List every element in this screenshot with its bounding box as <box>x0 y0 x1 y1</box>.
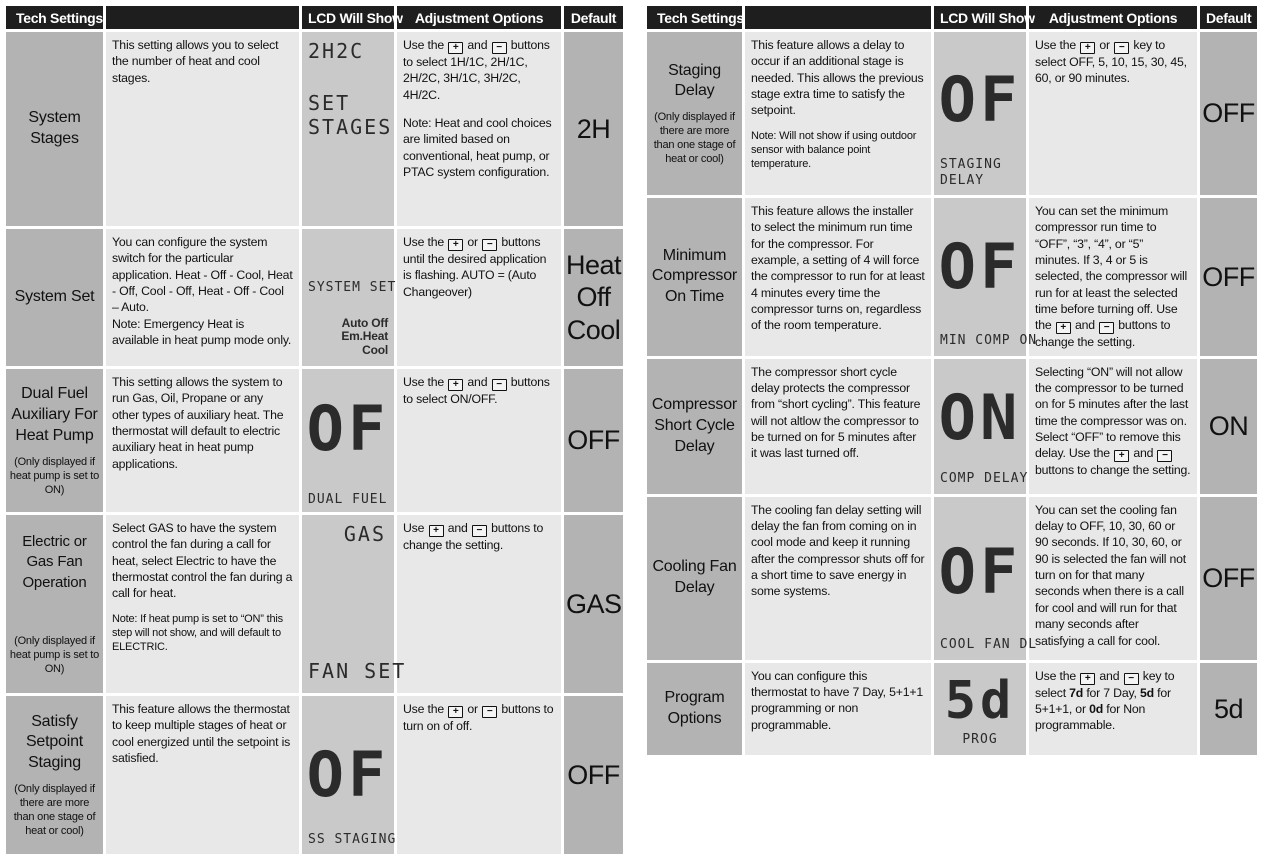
lcd-display <box>302 229 397 366</box>
lcd-big-digits: OF <box>938 229 1022 303</box>
setting-name: System Set <box>6 229 103 366</box>
default-value: OFF <box>1200 497 1257 660</box>
table-header <box>6 6 623 29</box>
lcd-big-digits: OF <box>938 62 1022 136</box>
table-row <box>647 32 1257 195</box>
setting-description: Select GAS to have the system control the fan during a call for heat, select Electric to have the thermostat control the fan during a call for heat. Note: If heat pump is set to “ON” this step will not show, and will default to ELECTRIC. <box>106 515 299 693</box>
lcd-line-1: STAGING <box>940 156 1002 172</box>
lcd-big-digits: 5d <box>944 670 1016 731</box>
right-settings-table <box>647 6 1260 755</box>
default-value: OFF <box>1200 198 1257 356</box>
lcd-line: SYSTEM SET <box>308 280 397 295</box>
lcd-display <box>302 515 407 693</box>
lcd-line: SS STAGING <box>308 831 397 847</box>
lcd-display <box>302 696 397 854</box>
description-note: Note: If heat pump is set to “ON” this step will not show, and will default to ELECTRIC. <box>112 612 283 653</box>
setting-description: This feature allows the thermostat to keep multiple stages of heat or cool energized until the setpoint is satisfied. <box>106 696 299 854</box>
minus-key-icon: − <box>1114 42 1129 54</box>
header-default: Default <box>564 6 623 29</box>
minus-key-icon: − <box>492 379 507 391</box>
setting-description: This feature allows the installer to select the minimum run time for the compressor. For example, a setting of 4 will force the compressor to run for at least 4 minutes every time the compressor turns on, regardless of the room temperature. <box>745 198 931 356</box>
header-spacer <box>745 6 931 29</box>
header-options: Adjustment Options <box>1029 6 1197 29</box>
setting-name: Program Options <box>647 663 742 755</box>
minus-key-icon: − <box>482 239 497 251</box>
header-tech-settings: Tech Settings <box>6 6 103 29</box>
header-lcd: LCD Will Show <box>302 6 394 29</box>
header-default: Default <box>1200 6 1257 29</box>
setting-name: Staging Delay (Only displayed if there are more than one stage of heat or cool) <box>647 32 742 195</box>
lcd-top-text: 2H2C <box>308 39 365 63</box>
lcd-display <box>302 32 394 226</box>
adjustment-options: Use the + and − buttons to select ON/OFF. <box>397 369 561 512</box>
header-tech-settings: Tech Settings <box>647 6 742 29</box>
table-row <box>6 369 623 512</box>
lcd-line: COMP DELAY <box>940 471 1029 487</box>
adjustment-options: Use the + and − buttons to select 1H/1C, 2H/1C, 2H/2C, 3H/1C, 3H/2C, 4H/2C. Note: Heat and cool choices are limited based on conventional, heat pump, or PTAC system configuration. <box>397 32 561 226</box>
plus-key-icon: + <box>448 239 463 251</box>
lcd-line-1: SET <box>308 91 351 115</box>
setting-description: This feature allows a delay to occur if an additional stage is needed. This allows the previous stage extra time to satisfy the setpoint. Note: Will not show if using outdoor sensor with balance point temperature. <box>745 32 931 195</box>
lcd-big-digits: OF <box>938 535 1022 609</box>
plus-key-icon: + <box>1080 42 1095 54</box>
table-row <box>647 198 1257 356</box>
lcd-display <box>302 369 394 512</box>
lcd-line: MIN COMP ON <box>940 333 1038 349</box>
default-value: Heat Off Cool <box>564 229 623 366</box>
table-row <box>647 359 1257 494</box>
lcd-display <box>934 359 1029 494</box>
lcd-big-digits: ON <box>938 381 1022 455</box>
lcd-line-2: DELAY <box>940 172 985 188</box>
plus-key-icon: + <box>448 706 463 718</box>
lcd-display <box>934 32 1026 195</box>
setting-name: Electric or Gas Fan Operation (Only displayed if heat pump is set to ON) <box>6 515 103 693</box>
lcd-line: PROG <box>962 732 998 748</box>
table-row <box>6 32 623 226</box>
lcd-line: DUAL FUEL <box>308 491 388 507</box>
default-value: OFF <box>1200 32 1257 195</box>
minus-key-icon: − <box>1099 322 1114 334</box>
lcd-line-2: STAGES <box>308 115 393 139</box>
lcd-big-digits: OF <box>306 738 390 811</box>
default-value: 2H <box>564 32 623 226</box>
adjustment-options: You can set the minimum compressor run time to “OFF”, “3”, “4”, or “5” minutes. If 3, 4 or 5 is selected, the compressor will run for at least the selected time before turning off. Use the + and − buttons to change the setting. <box>1029 198 1197 356</box>
setting-description: This setting allows the system to run Gas, Oil, Propane or any other types of auxiliary heat. The thermostat will default to electric auxiliary heat in heat pump applications. <box>106 369 299 512</box>
lcd-top-text: GAS <box>343 522 386 546</box>
lcd-display <box>934 663 1026 755</box>
adjustment-options: Use the + and − key to select 7d for 7 Day, 5d for 5+1+1, or 0d for Non programmable. <box>1029 663 1197 755</box>
adjustment-options: Use the + or − buttons to turn on of off. <box>397 696 561 854</box>
setting-description: You can configure this thermostat to have 7 Day, 5+1+1 programming or non programmable. <box>745 663 931 755</box>
setting-name: Dual Fuel Auxiliary For Heat Pump (Only displayed if heat pump is set to ON) <box>6 369 103 512</box>
options-note: Note: Heat and cool choices are limited based on conventional, heat pump, or PTAC system configuration. <box>403 116 552 180</box>
setting-description: The compressor short cycle delay protects the compressor from “short cycling”. This feature will not altlow the compressor to be turned on for 5 minutes after it was last turned off. <box>745 359 931 494</box>
header-lcd: LCD Will Show <box>934 6 1026 29</box>
default-value: 5d <box>1200 663 1257 755</box>
setting-name: Compressor Short Cycle Delay <box>647 359 742 494</box>
table-header <box>647 6 1257 29</box>
table-row <box>6 515 623 693</box>
lcd-line: COOL FAN DL <box>940 637 1038 653</box>
setting-name: Satisfy Setpoint Staging (Only displayed if there are more than one stage of heat or cool) <box>6 696 103 854</box>
plus-key-icon: + <box>448 379 463 391</box>
table-row <box>647 663 1257 755</box>
minus-key-icon: − <box>472 525 487 537</box>
table-row <box>6 696 623 854</box>
left-settings-table <box>6 6 621 854</box>
description-note: Note: Will not show if using outdoor sensor with balance point temperature. <box>751 129 917 170</box>
setting-name: Cooling Fan Delay <box>647 497 742 660</box>
adjustment-options: Use the + or − buttons until the desired application is flashing. AUTO = (Auto Changeover) <box>397 229 561 366</box>
setting-note: (Only displayed if heat pump is set to ON) <box>9 455 100 496</box>
lcd-mode-words: Auto Off Em.Heat Cool <box>341 315 388 358</box>
table-row <box>6 229 623 366</box>
setting-description: This setting allows you to select the number of heat and cool stages. <box>106 32 299 226</box>
header-options: Adjustment Options <box>397 6 561 29</box>
plus-key-icon: + <box>448 42 463 54</box>
plus-key-icon: + <box>429 525 444 537</box>
default-value: OFF <box>564 696 623 854</box>
minus-key-icon: − <box>1157 450 1172 462</box>
default-value: OFF <box>564 369 623 512</box>
default-value: GAS <box>564 515 623 693</box>
adjustment-options: Use + and − buttons to change the setting. <box>397 515 561 693</box>
adjustment-options: You can set the cooling fan delay to OFF, 10, 30, 60 or 90 seconds. If 10, 30, 60, or 90 is selected the fan will not turn on for that many seconds when there is a call for cool and will run for that many seconds after satisfying a call for cool. <box>1029 497 1197 660</box>
setting-description: You can configure the system switch for the particular application. Heat - Off - Cool, Heat - Off, Cool - Off, Heat - Off - Cool – Auto. Note: Emergency Heat is available in heat pump mode only. <box>106 229 299 366</box>
plus-key-icon: + <box>1080 673 1095 685</box>
default-value: ON <box>1200 359 1257 494</box>
minus-key-icon: − <box>1124 673 1139 685</box>
setting-note: (Only displayed if there are more than one stage of heat or cool) <box>13 783 96 838</box>
setting-note: (Only displayed if there are more than one stage of heat or cool) <box>653 111 736 166</box>
minus-key-icon: − <box>482 706 497 718</box>
plus-key-icon: + <box>1056 322 1071 334</box>
header-spacer <box>106 6 299 29</box>
lcd-line: FAN SET <box>308 659 407 684</box>
lcd-big-digits: OF <box>306 391 390 465</box>
setting-note: (Only displayed if heat pump is set to ON) <box>9 635 100 676</box>
setting-name: Minimum Compressor On Time <box>647 198 742 356</box>
plus-key-icon: + <box>1114 450 1129 462</box>
setting-name: System Stages <box>6 32 103 226</box>
adjustment-options: Selecting “ON” will not allow the compressor to be turned on for 5 minutes after the last time the compressor was on. Select “OFF” to remove this delay. Use the + and − buttons to change the setting. <box>1029 359 1197 494</box>
lcd-display <box>934 198 1038 356</box>
lcd-display <box>934 497 1038 660</box>
adjustment-options: Use the + or − key to select OFF, 5, 10, 15, 30, 45, 60, or 90 minutes. <box>1029 32 1197 195</box>
setting-description: The cooling fan delay setting will delay the fan from coming on in cool mode and keep it running after the compressor shuts off for a short time to save energy in some systems. <box>745 497 931 660</box>
minus-key-icon: − <box>492 42 507 54</box>
table-row <box>647 497 1257 660</box>
